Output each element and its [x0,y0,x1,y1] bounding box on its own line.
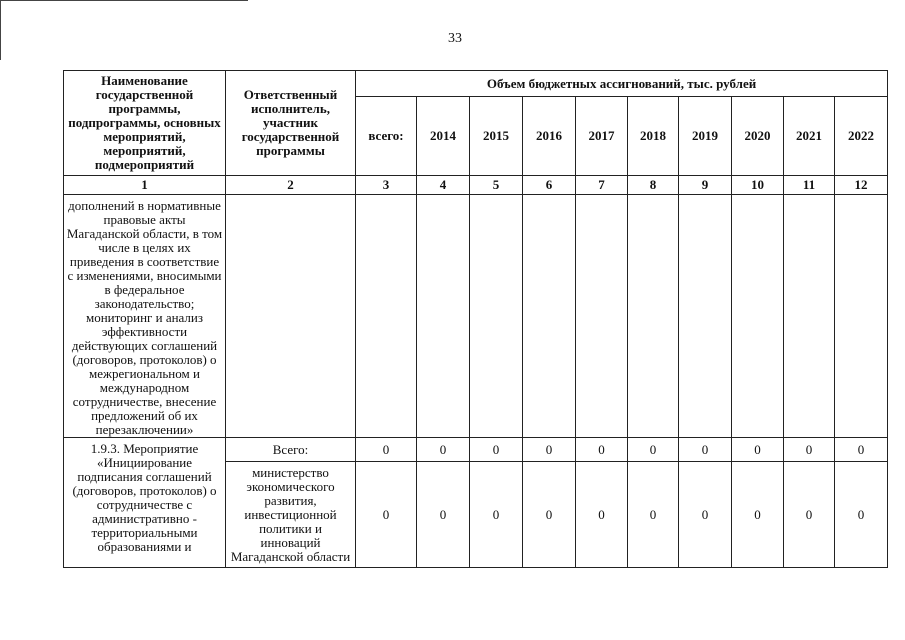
table-row [64,438,888,462]
empty-cell [628,195,679,438]
header-year-2021: 2021 [784,97,835,176]
header-total: всего: [356,97,417,176]
column-number: 10 [732,176,784,195]
value-cell: 0 [356,462,417,568]
budget-table [63,70,888,568]
empty-cell [576,195,628,438]
header-year-2020: 2020 [732,97,784,176]
value-cell: 0 [470,462,523,568]
header-responsible: Ответственный исполнитель, участник государственной программы [226,71,356,176]
column-number: 7 [576,176,628,195]
row-name-cell: дополнений в нормативные правовые акты Магаданской области, в том числе в целях их приведения в соответствие с изменениями, вносимыми в федеральное законодательство; мониторинг и анализ эффективности действующих соглашений (договоров, протоколов) о межрегиональном и международном сотрудничестве, внесение предложений об их перезаключении» [64,195,226,438]
column-number-row [64,176,888,195]
column-number: 3 [356,176,417,195]
empty-cell [784,195,835,438]
value-cell: 0 [784,438,835,462]
value-cell: 0 [835,438,888,462]
value-cell: 0 [679,462,732,568]
value-cell: 0 [470,438,523,462]
value-cell: 0 [628,462,679,568]
header-budget-group: Объем бюджетных ассигнований, тыс. рублей [356,71,888,97]
header-year-2019: 2019 [679,97,732,176]
value-cell: 0 [523,438,576,462]
empty-cell [835,195,888,438]
value-cell: 0 [576,438,628,462]
value-cell: 0 [628,438,679,462]
value-cell: 0 [732,462,784,568]
column-number: 5 [470,176,523,195]
value-cell: 0 [835,462,888,568]
column-number: 2 [226,176,356,195]
empty-cell [523,195,576,438]
table-row [64,195,888,438]
empty-cell [732,195,784,438]
header-year-2017: 2017 [576,97,628,176]
value-cell: 0 [784,462,835,568]
column-number: 1 [64,176,226,195]
column-number: 11 [784,176,835,195]
column-number: 4 [417,176,470,195]
empty-cell [470,195,523,438]
value-cell: 0 [732,438,784,462]
empty-cell [679,195,732,438]
header-year-2022: 2022 [835,97,888,176]
column-number: 6 [523,176,576,195]
empty-cell [417,195,470,438]
header-year-2015: 2015 [470,97,523,176]
scan-edge-top [0,0,248,1]
responsible-cell: Всего: [226,438,356,462]
value-cell: 0 [576,462,628,568]
column-number: 12 [835,176,888,195]
value-cell: 0 [417,462,470,568]
header-name: Наименование государственной программы, подпрограммы, основных мероприятий, мероприятий, подмероприятий [64,71,226,176]
column-number: 9 [679,176,732,195]
header-year-2014: 2014 [417,97,470,176]
value-cell: 0 [523,462,576,568]
column-number: 8 [628,176,679,195]
value-cell: 0 [679,438,732,462]
row-name-cell: 1.9.3. Мероприятие «Инициирование подписания соглашений (договоров, протоколов) о сотрудничестве с административно - территориальными образованиями и [64,438,226,568]
responsible-cell: министерство экономического развития, инвестиционной политики и инноваций Магаданской области [226,462,356,568]
empty-cell [226,195,356,438]
scan-edge-left [0,0,1,60]
header-year-2018: 2018 [628,97,679,176]
page-number: 33 [448,31,462,46]
header-row-1 [64,71,888,97]
value-cell: 0 [417,438,470,462]
header-year-2016: 2016 [523,97,576,176]
value-cell: 0 [356,438,417,462]
empty-cell [356,195,417,438]
